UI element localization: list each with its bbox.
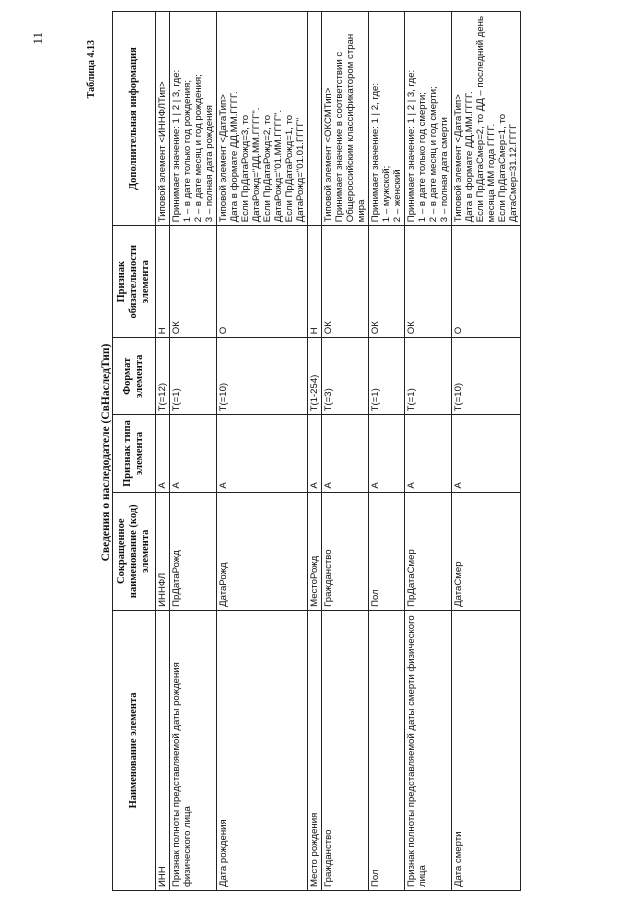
table-row [369, 12, 405, 891]
cell-info: Типовой элемент <ДатаТип> Дата в формате ДД.ММ.ГГГГ. Если ПрДатаСмер=2, то ДД – последний день месяца ММ года ГГГГ. Если ПрДатаСмер=1, то ДатаСмер=31.12.ГГГГ [452, 12, 521, 226]
cell-required: ОК [322, 226, 369, 338]
cell-code: ПрДатаСмер [405, 492, 452, 610]
cell-type: А [156, 415, 170, 492]
cell-format: T(=12) [156, 338, 170, 415]
cell-format: T(1-254) [308, 338, 322, 415]
table-row [452, 12, 521, 891]
table-header [113, 12, 156, 891]
cell-name: Дата смерти [452, 610, 521, 890]
cell-code: Пол [369, 492, 405, 610]
table-row [217, 12, 308, 891]
cell-type: А [308, 415, 322, 492]
cell-code: ДатаРожд [217, 492, 308, 610]
elements-table [112, 11, 521, 891]
cell-info: Принимает значение: 1 | 2 | 3, где: 1 – в дате только год смерти; 2 – в дате месяц и год смерти; 3 – полная дата смерти [405, 12, 452, 226]
page-number: 11 [30, 32, 45, 45]
table-row [170, 12, 217, 891]
header-required: Признак обязательности элемента [113, 226, 156, 338]
cell-name: Место рождения [308, 610, 322, 890]
cell-name: Признак полноты представляемой даты смерти физического лица [405, 610, 452, 890]
header-type: Признак типа элемента [113, 415, 156, 492]
cell-required: О [452, 226, 521, 338]
cell-info: Типовой элемент <ОКСМТип> Принимает значение в соответствии с Общероссийским классификатором стран мира [322, 12, 369, 226]
cell-type: А [405, 415, 452, 492]
cell-code: ПрДатаРожд [170, 492, 217, 610]
header-name: Наименование элемента [113, 610, 156, 890]
cell-name: Дата рождения [217, 610, 308, 890]
header-row [113, 12, 156, 891]
table-title: Сведения о наследодателе (СвНаследТип) [100, 343, 112, 562]
cell-info: Типовой элемент <ДатаТип> Дата в формате ДД.ММ.ГГГГ. Если ПрДатаРожд=3, то ДатаРожд="ДД.ММ.ГГГГ". Если ПрДатаРожд=2, то ДатаРожд="01.ММ.ГГГГ". Если ПрДатаРожд=1, то ДатаРожд="01.01.ГГГГ" [217, 12, 308, 226]
cell-format: T(=1) [405, 338, 452, 415]
table-row [308, 12, 322, 891]
cell-code: МестоРожд [308, 492, 322, 610]
cell-format: T(=3) [322, 338, 369, 415]
header-code: Сокращенное наименование (код) элемента [113, 492, 156, 610]
cell-info: Принимает значение: 1 | 2 | 3, где: 1 – в дате только год рождения; 2 – в дате месяц и год рождения; 3 – полная дата рождения [170, 12, 217, 226]
cell-type: А [369, 415, 405, 492]
cell-format: T(=1) [369, 338, 405, 415]
cell-format: T(=10) [217, 338, 308, 415]
cell-required: О [217, 226, 308, 338]
cell-name: Пол [369, 610, 405, 890]
cell-name: Гражданство [322, 610, 369, 890]
cell-code: Гражданство [322, 492, 369, 610]
cell-required: Н [156, 226, 170, 338]
table-row [405, 12, 452, 891]
header-format: Формат элемента [113, 338, 156, 415]
table-row [156, 12, 170, 891]
cell-code: ИННФЛ [156, 492, 170, 610]
cell-type: А [170, 415, 217, 492]
cell-code: ДатаСмер [452, 492, 521, 610]
cell-type: А [452, 415, 521, 492]
cell-info: Типовой элемент <ИННФЛТип> [156, 12, 170, 226]
cell-name: ИНН [156, 610, 170, 890]
cell-info: Принимает значение: 1 | 2, где: 1 – мужской; 2 – женский [369, 12, 405, 226]
cell-format: T(=1) [170, 338, 217, 415]
cell-info [308, 12, 322, 226]
cell-required: ОК [369, 226, 405, 338]
cell-required: ОК [405, 226, 452, 338]
cell-name: Признак полноты представляемой даты рождения физического лица [170, 610, 217, 890]
table-label: Таблица 4.13 [86, 40, 97, 99]
cell-type: А [322, 415, 369, 492]
cell-format: T(=10) [452, 338, 521, 415]
table-row [322, 12, 369, 891]
header-info: Дополнительная информация [113, 12, 156, 226]
cell-required: Н [308, 226, 322, 338]
cell-required: ОК [170, 226, 217, 338]
cell-type: А [217, 415, 308, 492]
table-body [156, 12, 521, 891]
